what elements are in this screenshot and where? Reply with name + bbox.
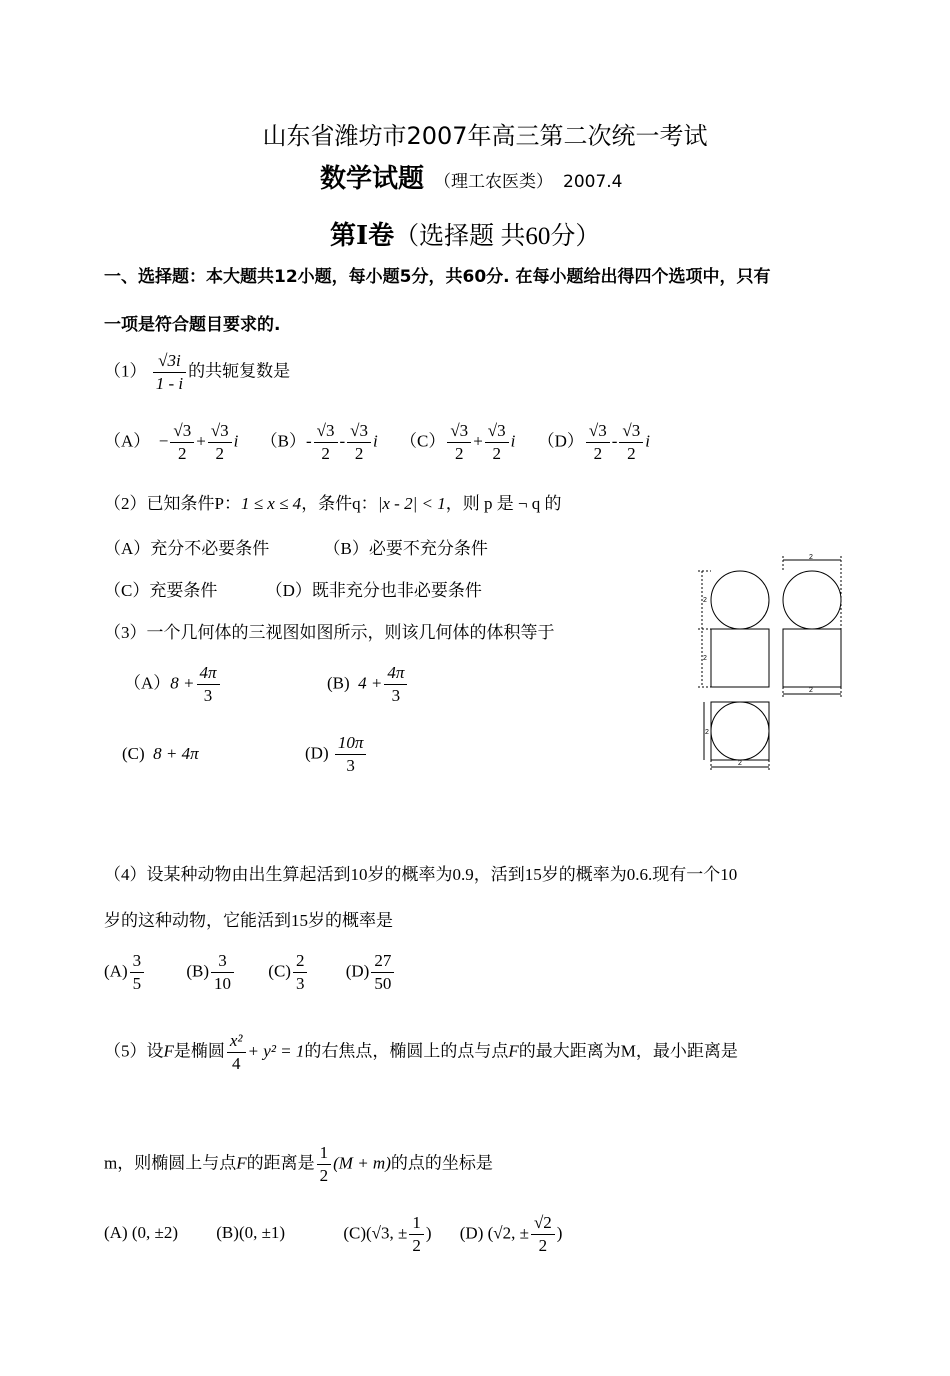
- q4-option-c[interactable]: (C) $\frac{2}{3}$: [268, 950, 309, 995]
- subject-title: [320, 158, 623, 195]
- svg-text:2: 2: [738, 760, 742, 767]
- front-view-sphere: [711, 571, 769, 629]
- volume-note: （选择题 共60分）: [394, 223, 601, 250]
- front-view-cube: [711, 629, 769, 687]
- question-1: [104, 350, 290, 395]
- q2-options-row1: [104, 534, 488, 559]
- svg-text:2: 2: [705, 729, 709, 736]
- q3-option-b[interactable]: (B) 4 + $\frac{4\pi}{3}$: [327, 662, 409, 707]
- q4-options: [104, 950, 396, 995]
- q2-condition-p: 1 ≤ x ≤ 4: [240, 494, 302, 513]
- q3-option-a[interactable]: （A）8 + $\frac{4\pi}{3}$: [124, 662, 222, 707]
- question-5-line-2: m，则椭圆上与点F的距离是 $\frac{1}{2}$ (M + m)的点的坐标是: [104, 1143, 493, 1185]
- q1-text: 的共轭复数是: [188, 361, 291, 381]
- subject-category: （理工农医类）: [434, 172, 554, 192]
- q5-option-b[interactable]: (B)(0, ±1): [216, 1223, 286, 1243]
- q1-option-c[interactable]: （C） $\frac{√3}{2}$ + $\frac{√3}{2}$ i: [400, 421, 516, 463]
- q2-option-a[interactable]: （A）充分不必要条件: [104, 539, 270, 558]
- q2-condition-q: |x - 2| < 1: [377, 494, 446, 513]
- question-3: （3）一个几何体的三视图如图所示，则该几何体的体积等于: [104, 623, 555, 642]
- q2-options-row2: [104, 576, 482, 601]
- side-view-cube: [783, 629, 841, 687]
- q4-option-a[interactable]: (A) $\frac{3}{5}$: [104, 950, 146, 995]
- q4-option-b[interactable]: (B) $\frac{3}{10}$: [186, 950, 236, 995]
- q3-option-c[interactable]: (C) 8 + 4π: [122, 744, 199, 763]
- q5-option-a[interactable]: (A) (0, ±2): [104, 1223, 179, 1243]
- question-4-line-1: （4）设某种动物由出生算起活到10岁的概率为0.9，活到15岁的概率为0.6.现有一个10: [104, 865, 738, 884]
- volume-title: [330, 215, 600, 252]
- section-line-2: 一项是符合题目要求的.: [104, 315, 281, 335]
- question-2: （2）已知条件P：1 ≤ x ≤ 4，条件q：|x - 2| < 1，则 p 是 ¬ q 的: [104, 494, 562, 513]
- question-5-line-1: （5）设F是椭圆 $\frac{\text{x²}}{4}$ + y² = 1的右焦点，椭圆上的点与点F的最大距离为M，最小距离是: [104, 1031, 738, 1073]
- q2-option-d[interactable]: （D）既非充分也非必要条件: [265, 581, 482, 600]
- exam-title: 山东省潍坊市2007年高三第二次统一考试: [262, 122, 708, 150]
- q5-option-d[interactable]: (D) (√2, ± $\frac{√2}{2}$ ): [459, 1213, 563, 1255]
- q1-option-b[interactable]: （B）- $\frac{√3}{2}$ - $\frac{√3}{2}$ i: [260, 421, 378, 463]
- q2-option-b[interactable]: （B）必要不充分条件: [323, 539, 488, 558]
- volume-label: 第Ⅰ卷: [330, 221, 395, 250]
- q1-fraction: $\frac{√3i}{1 - i}$: [153, 350, 186, 395]
- subject-name: 数学试题: [320, 164, 425, 194]
- ellipse-equation: $\frac{\text{x²}}{4}$: [227, 1030, 246, 1075]
- svg-text:2: 2: [703, 597, 707, 604]
- three-view-figure: [694, 552, 854, 772]
- q1-options: [104, 420, 650, 465]
- question-4-line-2: 岁的这种动物，它能活到15岁的概率是: [104, 911, 393, 930]
- q5-options: [104, 1212, 562, 1257]
- q5-option-c[interactable]: (C)(√3, ± $\frac{1}{2}$ ): [343, 1213, 432, 1255]
- q1-number: （1）: [104, 361, 147, 381]
- section-line-1: 一、选择题：本大题共12小题，每小题5分，共60分. 在每小题给出得四个选项中，只有: [104, 267, 771, 287]
- q2-option-c[interactable]: （C）充要条件: [104, 581, 218, 600]
- q3-option-d[interactable]: (D) $\frac{10\pi}{3}$: [305, 732, 368, 777]
- q1-option-d[interactable]: （D） $\frac{√3}{2}$ - $\frac{√3}{2}$ i: [537, 421, 650, 463]
- side-view-sphere: [783, 571, 841, 629]
- exam-date: 2007.4: [563, 172, 623, 192]
- svg-text:2: 2: [703, 655, 707, 662]
- q1-option-a[interactable]: （A） − $\frac{√3}{2}$ + $\frac{√3}{2}$ i: [104, 421, 239, 463]
- svg-text:2: 2: [809, 554, 813, 561]
- q4-option-d[interactable]: (D) $\frac{27}{50}$: [346, 950, 397, 995]
- svg-text:2: 2: [809, 687, 813, 694]
- top-view-circle: [711, 702, 769, 760]
